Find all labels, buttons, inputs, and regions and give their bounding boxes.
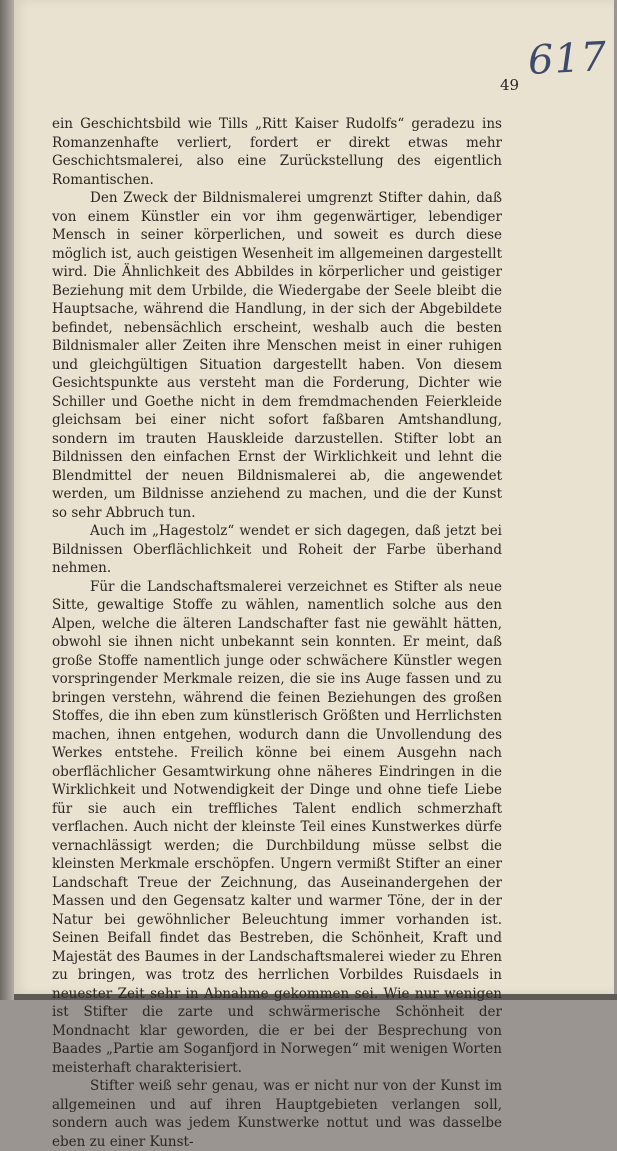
paragraph: Auch im „Hagestolz“ wendet er sich dagegen, daß jetzt bei Bildnissen Oberflächlichkeit und Roheit der Farbe überhand nehmen.: [52, 523, 502, 576]
book-spine-shadow: [0, 0, 14, 1000]
paragraph: Stifter weiß sehr genau, was er nicht nur von der Kunst im allgemeinen und auf ihren Hauptgebieten verlangen soll, sondern auch was jedem Kunstwerke nottut und was dasselbe eben zu einer Kunst-: [52, 1078, 502, 1150]
page-number: 49: [500, 76, 520, 94]
paragraph: Den Zweck der Bildnismalerei umgrenzt Stifter dahin, daß von einem Künstler ein vor ihm gegenwärtiger, lebendiger Mensch in seiner körperlichen, und soweit es durch diese möglich ist, auch geistigen Wesenheit im allgemeinen dargestellt wird. Die Ähnlichkeit des Abbildes in körperlicher und geistiger Beziehung mit dem Urbilde, die Wiedergabe der Seele bleibt die Hauptsache, während die Handlung, in der sich der Abgebildete befindet, nebensächlich erscheint, weshalb auch die besten Bildnismaler aller Zeiten ihre Menschen meist in einer ruhigen und gleichgültigen Situation dargestellt haben. Von diesem Gesichtspunkte aus versteht man die Forderung, Dichter wie Schiller und Goethe nicht in dem fremdmachenden Feierkleide gleichsam bei einer nicht sofort faßbaren Amtshandlung, sondern im trauten Hauskleide darzustellen. Stifter lobt an Bildnissen den einfachen Ernst der Wirklichkeit und lehnt die Blendmittel der neuen Bildnismalerei ab, die angewendet werden, um Bildnisse anziehend zu machen, und die der Kunst so sehr Abbruch tun.: [52, 190, 502, 521]
handwritten-archive-mark: 617: [526, 33, 609, 85]
paragraph: ein Geschichtsbild wie Tills „Ritt Kaiser Rudolfs“ geradezu ins Romanzenhafte verliert, fordert er direkt etwas mehr Geschichtsmalerei, also eine Zurückstellung des eigentlich Romantischen.: [52, 116, 502, 188]
body-text: [52, 115, 502, 1151]
paragraph: Für die Landschaftsmalerei verzeichnet es Stifter als neue Sitte, gewaltige Stoffe zu wählen, namentlich solche aus den Alpen, welche die älteren Landschafter fast nie gewählt hätten, obwohl sie ihnen nicht unbekannt sein konnten. Er meint, daß große Stoffe namentlich junge oder schwächere Künstler wegen vorspringender Merkmale reizen, die sie ins Auge fassen und zu bringen verstehn, während die feinen Beziehungen des großen Stoffes, die ihn eben zum künstlerisch Größten und Herrlichsten machen, ihnen entgehen, wodurch dann die Unvollendung des Werkes entstehe. Freilich könne bei einem Ausgehn nach oberflächlicher Gesamtwirkung ohne näheres Eindringen in die Wirklichkeit und Notwendigkeit der Dinge und ohne tiefe Liebe für sie auch ein treffliches Talent endlich schmerzhaft verflachen. Auch nicht der kleinste Teil eines Kunstwerkes dürfe vernachlässigt werden; die Durchbildung müsse selbst die kleinsten Merkmale erschöpfen. Ungern vermißt Stifter an einer Landschaft Treue der Zeichnung, das Auseinandergehen der Massen und den Gegensatz kalter und warmer Töne, der in der Natur bei gewöhnlicher Beleuchtung immer vorhanden ist. Seinen Beifall findet das Bestreben, die Schönheit, Kraft und Majestät des Baumes in der Landschaftsmalerei wieder zu Ehren zu bringen, was trotz des herrlichen Vorbildes Ruisdaels in neuester Zeit sehr in Abnahme gekommen sei. Wie nur wenigen ist Stifter die zarte und schwärmerische Schönheit der Mondnacht klar geworden, die er bei der Besprechung von Baades „Partie am Soganfjord in Norwegen“ mit wenigen Worten meisterhaft charakterisiert.: [52, 578, 502, 1076]
